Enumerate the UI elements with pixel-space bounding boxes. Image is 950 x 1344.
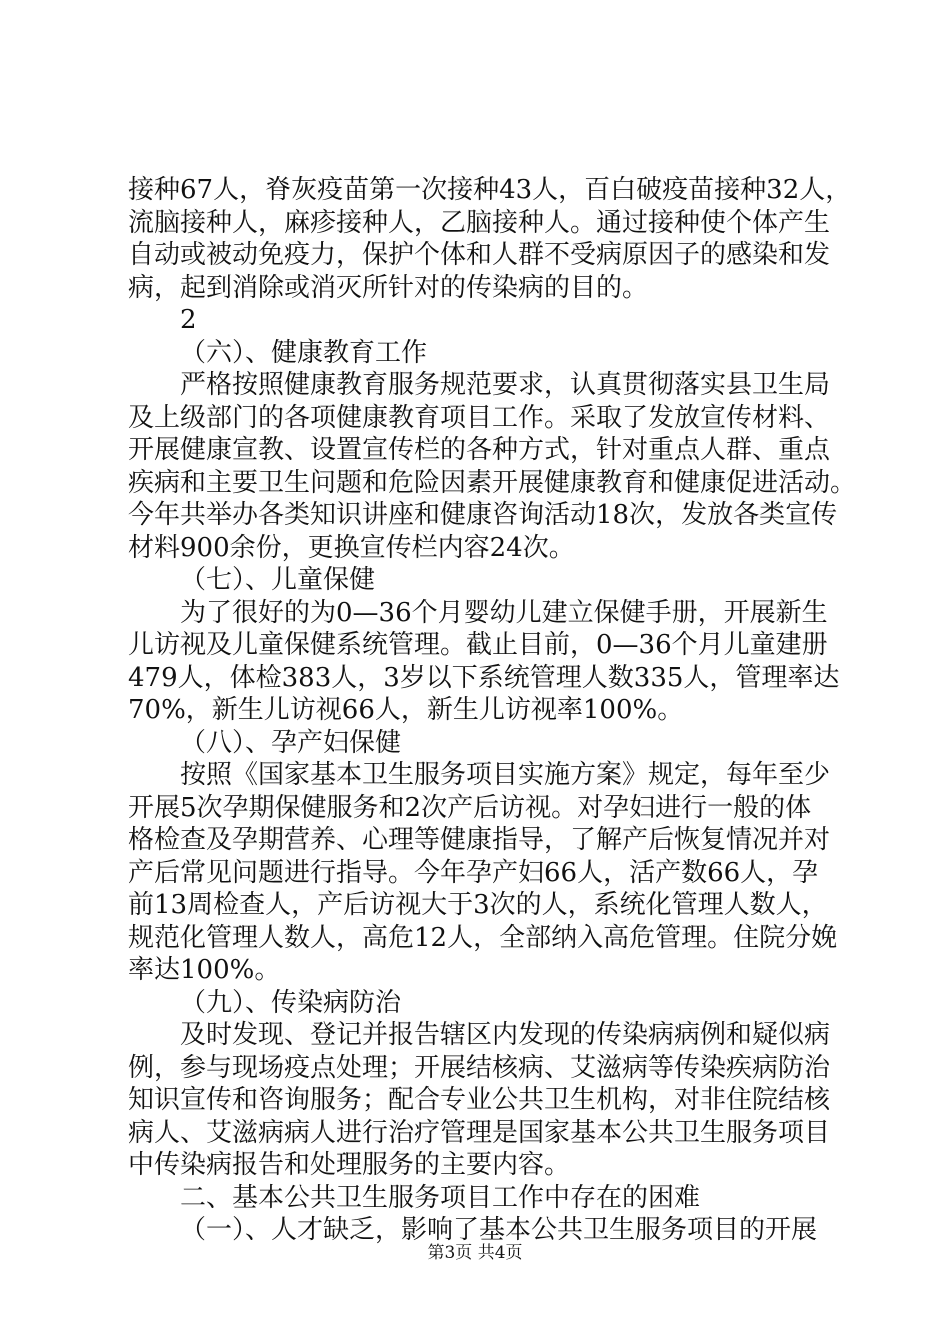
section-number: 2 xyxy=(180,305,197,335)
paragraph-line: 疾病和主要卫生问题和危险因素开展健康教育和健康促进活动。 xyxy=(128,467,857,498)
paragraph-line: 及时发现、登记并报告辖区内发现的传染病病例和疑似病 xyxy=(180,1020,831,1050)
paragraph-line: 今年共举办各类知识讲座和健康咨询活动18次，发放各类宣传 xyxy=(128,500,838,530)
paragraph-line: 自动或被动免疫力，保护个体和人群不受病原因子的感染和发 xyxy=(128,240,831,270)
section-heading: （九）、传染病防治 xyxy=(180,987,402,1018)
section-heading: （七）、儿童保健 xyxy=(180,565,376,595)
paragraph-line: 严格按照健康教育服务规范要求，认真贯彻落实县卫生局 xyxy=(180,370,831,400)
paragraph-line: 及上级部门的各项健康教育项目工作。采取了发放宣传材料、 xyxy=(128,402,831,433)
paragraph-line: 前13周检查人，产后访视大于3次的人，系统化管理人数人， xyxy=(128,890,828,920)
paragraph-line: 为了很好的为0—36个月婴幼儿建立保健手册，开展新生 xyxy=(180,597,828,628)
paragraph-line: 开展5次孕期保健服务和2次产后访视。对孕妇进行一般的体 xyxy=(128,792,812,823)
paragraph-line: 知识宣传和咨询服务；配合专业公共卫生机构，对非住院结核 xyxy=(128,1085,831,1115)
paragraph-line: 开展健康宣教、设置宣传栏的各种方式，针对重点人群、重点 xyxy=(128,435,831,465)
paragraph-line: 率达100%。 xyxy=(128,955,281,985)
section-heading: （六）、健康教育工作 xyxy=(180,337,428,368)
paragraph-line: 例，参与现场疫点处理；开展结核病、艾滋病等传染疾病防治 xyxy=(128,1052,831,1083)
paragraph-line: 70%，新生儿访视66人，新生儿访视率100%。 xyxy=(128,695,684,725)
page-footer xyxy=(0,1238,950,1263)
paragraph-line: 规范化管理人数人，高危12人，全部纳入高危管理。住院分娩 xyxy=(128,922,838,953)
paragraph-line: 中传染病报告和处理服务的主要内容。 xyxy=(128,1150,571,1180)
section-heading: （八）、孕产妇保健 xyxy=(180,727,402,758)
paragraph-line: 按照《国家基本卫生服务项目实施方案》规定，每年至少 xyxy=(180,760,831,790)
paragraph-line: 儿访视及儿童保健系统管理。截止目前，0—36个月儿童建册 xyxy=(128,630,828,660)
section-heading: 二、基本公共卫生服务项目工作中存在的困难 xyxy=(180,1182,701,1213)
paragraph-line: 病人、艾滋病病人进行治疗管理是国家基本公共卫生服务项目 xyxy=(128,1117,831,1148)
paragraph-line: 479人，体检383人，3岁以下系统管理人数335人，管理率达 xyxy=(128,662,840,693)
paragraph-line: 格检查及孕期营养、心理等健康指导，了解产后恢复情况并对 xyxy=(128,825,831,855)
page-number: 第3页 共4页 xyxy=(427,1243,523,1263)
paragraph-line: 病，起到消除或消灭所针对的传染病的目的。 xyxy=(128,272,649,303)
document-body xyxy=(128,174,857,1247)
paragraph-line: 接种67人，脊灰疫苗第一次接种43人，百白破疫苗接种32人， xyxy=(128,175,852,205)
subsection-heading: （一）、人才缺乏，影响了基本公共卫生服务项目的开展 xyxy=(180,1215,818,1245)
paragraph-line: 产后常见问题进行指导。今年孕产妇66人，活产数66人，孕 xyxy=(128,857,819,888)
paragraph-line: 材料900余份，更换宣传栏内容24次。 xyxy=(128,532,575,563)
paragraph-line: 流脑接种人，麻疹接种人，乙脑接种人。通过接种使个体产生 xyxy=(128,207,831,238)
